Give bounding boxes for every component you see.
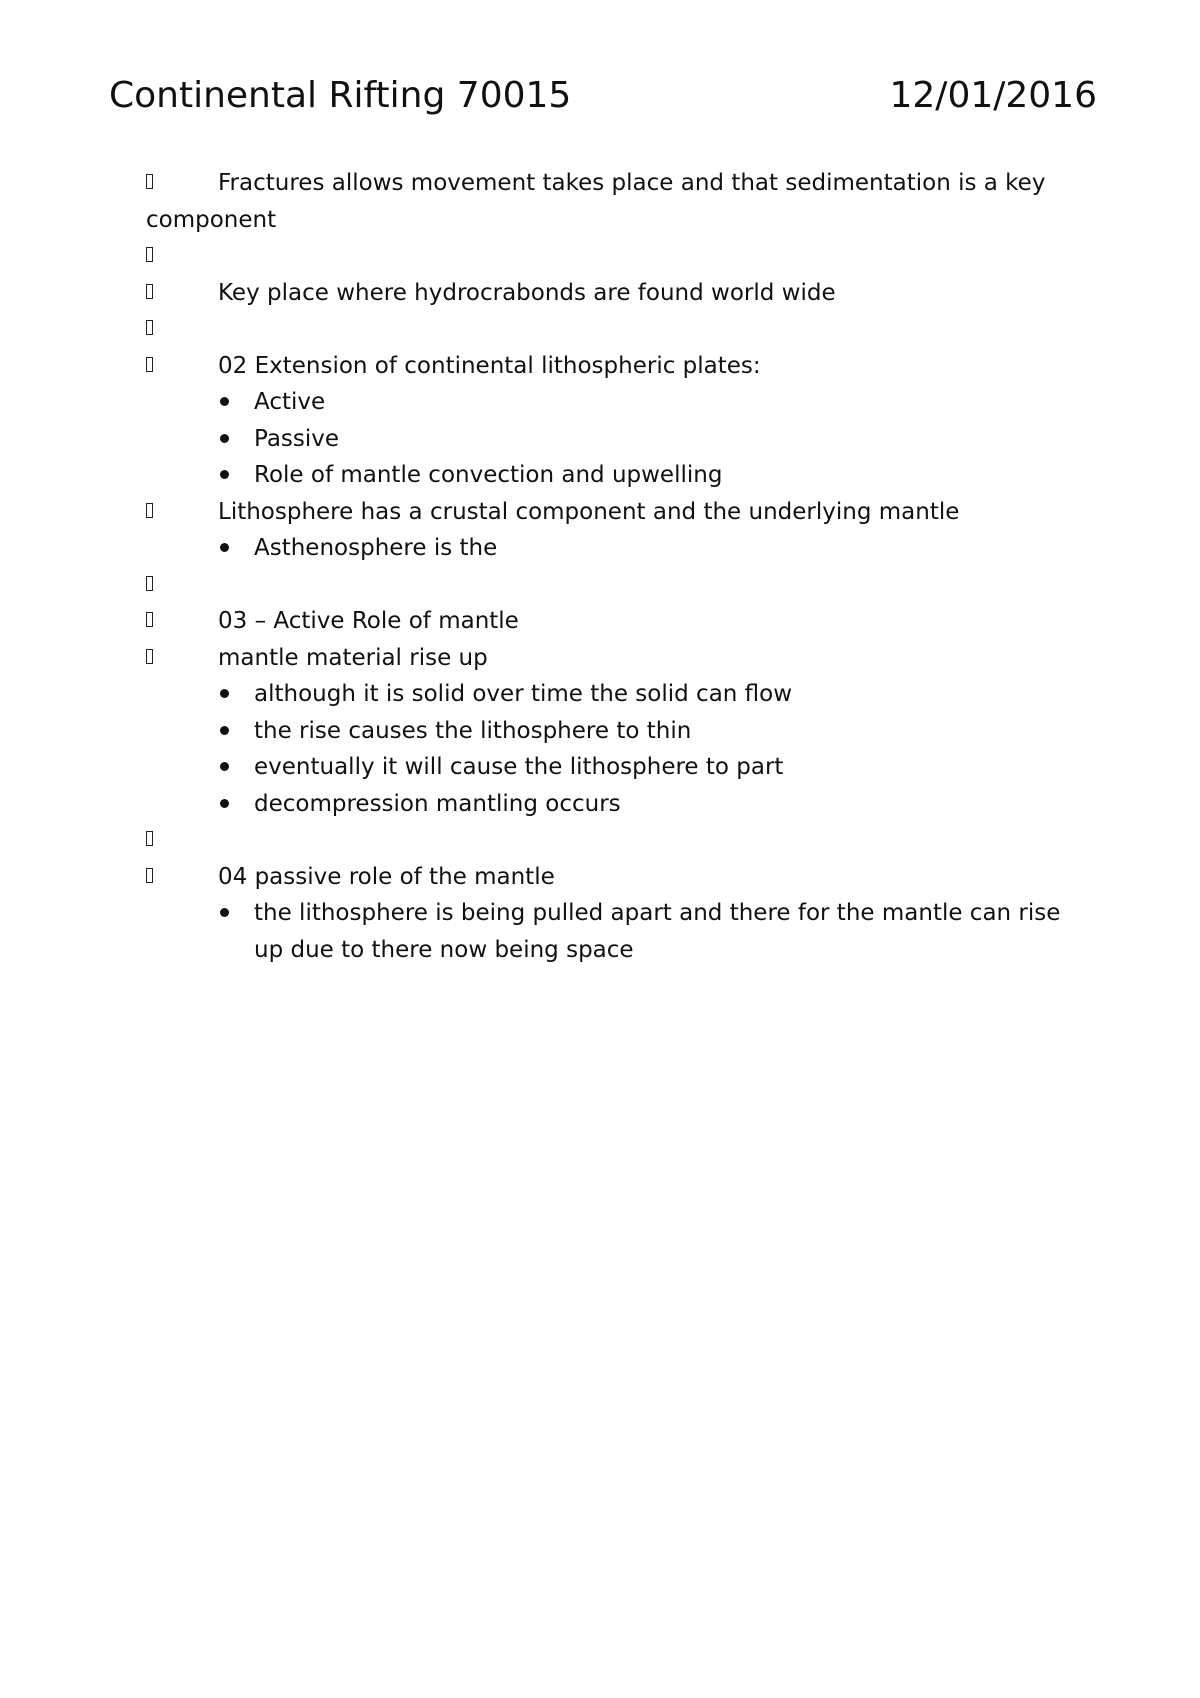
sub-bullet-text: the lithosphere is being pulled apart and there for the mantle can rise up due to there now being space [254,900,1061,963]
bullet-dot-icon [220,726,229,735]
sub-bullet-item [146,676,1066,713]
note-text: 04 passive role of the mantle [218,863,555,890]
sub-bullet-item [146,457,1066,494]
missing-glyph-icon [146,247,153,262]
bullet-dot-icon [220,762,229,771]
empty-note-line [146,238,1066,275]
sub-bullet-item [146,421,1066,458]
note-text: Key place where hydrocrabonds are found world wide [218,279,836,306]
note-line [146,603,1066,640]
sub-bullet-text: eventually it will cause the lithosphere to part [254,754,784,780]
missing-glyph-icon [146,831,153,846]
empty-note-line [146,822,1066,859]
sub-bullet-item [146,895,1066,968]
note-line [146,859,1066,896]
bullet-dot-icon [220,470,229,479]
missing-glyph-icon [146,503,153,518]
bullet-dot-icon [220,908,229,917]
note-text: 03 – Active Role of mantle [218,608,519,634]
missing-glyph-icon [146,320,153,335]
sub-bullet-text: Role of mantle convection and upwelling [254,462,723,488]
sub-bullet-text: Passive [254,425,340,452]
sub-bullet-item [146,786,1066,823]
missing-glyph-icon [146,284,153,299]
note-text: mantle material rise up [218,644,488,671]
sub-bullet-text: decompression mantling occurs [254,790,621,817]
sub-bullet-text: Active [254,389,326,415]
bullet-dot-icon [220,397,229,406]
bullet-dot-icon [220,799,229,808]
note-line [146,494,1066,531]
document-title: Continental Rifting 70015 [109,75,572,116]
sub-bullet-item [146,384,1066,421]
bullet-dot-icon [220,434,229,443]
note-line [146,275,1066,312]
sub-bullet-item [146,749,1066,786]
missing-glyph-icon [146,357,153,372]
note-text: Fractures allows movement takes place and that sedimentation is a key component [146,170,1046,233]
missing-glyph-icon [146,649,153,664]
missing-glyph-icon [146,174,153,189]
note-line [146,165,1066,238]
note-line [146,640,1066,677]
bullet-dot-icon [220,543,229,552]
sub-bullet-item [146,713,1066,750]
note-text: Lithosphere has a crustal component and the underlying mantle [218,498,960,525]
missing-glyph-icon [146,868,153,883]
sub-bullet-text: the rise causes the lithosphere to thin [254,717,692,744]
bullet-dot-icon [220,689,229,698]
document-header [109,72,1097,120]
sub-bullet-item [146,530,1066,567]
note-line [146,348,1066,385]
missing-glyph-icon [146,612,153,627]
document-date: 12/01/2016 [889,75,1097,116]
empty-note-line [146,311,1066,348]
notes-content [146,165,1066,968]
sub-bullet-text: Asthenosphere is the [254,535,498,561]
missing-glyph-icon [146,576,153,591]
note-text: 02 Extension of continental lithospheric plates: [218,352,761,379]
empty-note-line [146,567,1066,604]
sub-bullet-text: although it is solid over time the solid can flow [254,681,793,707]
